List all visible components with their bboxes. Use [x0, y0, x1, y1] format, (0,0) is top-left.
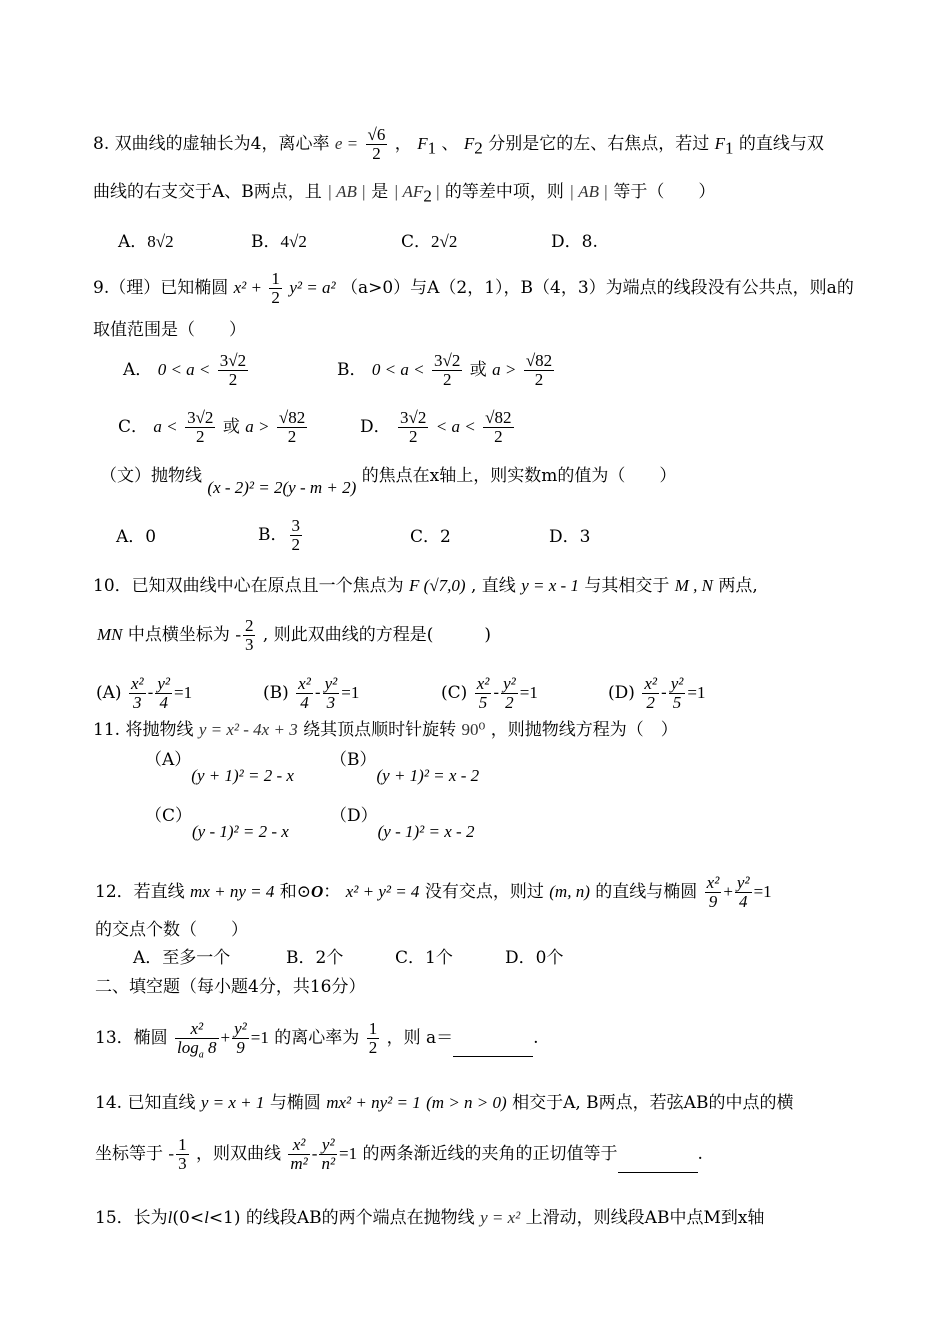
- option-label: A．: [116, 527, 146, 547]
- fraction-numerator: x²: [706, 873, 720, 892]
- q8-option-c: [401, 230, 457, 254]
- fraction: [367, 1020, 380, 1057]
- q14-text: 14. 已知直线: [95, 1093, 196, 1113]
- fraction-numerator: 1: [368, 1019, 378, 1038]
- option-label: B．: [286, 948, 316, 968]
- plus-sign: +: [723, 882, 733, 901]
- option-value: (y - 1)² = x - 2: [377, 822, 475, 841]
- fraction: [129, 675, 146, 712]
- q9-text: 9.（理）已知椭圆: [93, 278, 229, 298]
- fraction: [524, 352, 554, 389]
- q12-option-a: [133, 948, 230, 968]
- fraction-denominator: 2: [372, 144, 381, 163]
- q12-line1: [95, 874, 772, 911]
- q12-text: 12．若直线: [95, 882, 185, 902]
- fraction: [155, 675, 172, 712]
- inequality: < a <: [435, 417, 476, 436]
- option-value: 至多一个: [162, 948, 231, 968]
- q8-text: 曲线的右支交于A、B两点，且: [93, 182, 322, 202]
- q10-text: 与其相交于: [584, 576, 670, 596]
- q13-text: ，则 a＝: [386, 1028, 454, 1048]
- option-value: 8√2: [147, 232, 174, 251]
- q8-text: 分别是它的左、右焦点，若过: [488, 134, 710, 154]
- fraction-denominator: 2: [408, 427, 418, 446]
- parabola-equation: y = x²: [480, 1208, 521, 1227]
- q9-option-a: [123, 351, 250, 389]
- colon: ：: [323, 882, 341, 902]
- fraction: [432, 352, 462, 389]
- fraction-numerator: √6: [367, 125, 386, 144]
- fraction: [277, 409, 307, 446]
- line-equation: y = x + 1: [200, 1093, 265, 1112]
- q14-text: 坐标等于: [95, 1144, 163, 1164]
- q10-text: , 则此双曲线的方程是( ): [262, 625, 491, 645]
- fraction-denominator: 2: [271, 288, 280, 307]
- subscript: 1: [725, 138, 734, 158]
- abs-af2: | AF: [393, 182, 424, 201]
- inequality: 0 < a <: [157, 360, 211, 379]
- equals-one: =1: [250, 1028, 269, 1047]
- fraction-denominator: 3: [133, 693, 142, 712]
- subscript: 2: [423, 186, 432, 206]
- option-label: （C）: [145, 806, 193, 826]
- fraction-denominator: 2: [534, 370, 544, 389]
- fraction-denominator: 3: [326, 693, 336, 712]
- q10-text: 10．已知双曲线中心在原点且一个焦点为: [93, 576, 404, 596]
- q9-options-ab: [123, 351, 553, 389]
- fraction-numerator: y²: [319, 1136, 337, 1155]
- fraction-numerator: 3: [291, 516, 300, 535]
- q9-line1: [93, 270, 854, 307]
- q12-option-d: [505, 946, 563, 970]
- fraction-numerator: 3√2: [400, 408, 427, 427]
- q10-option-a: (A) $\frac{\text{x²}}{3}$ - $\frac{\text{y²}}{4}$ =1: [96, 674, 193, 712]
- q9-option-b: [337, 352, 556, 389]
- option-value: (y + 1)² = x - 2: [376, 766, 480, 785]
- option-label: D．: [551, 232, 582, 252]
- minus-sign: -: [168, 1144, 175, 1163]
- q14-line1: [95, 1091, 793, 1115]
- q14-text: 相交于A, B两点，若弦AB的中点的横: [512, 1093, 794, 1113]
- q13-line: [95, 1019, 539, 1061]
- fraction-denominator: n²: [321, 1154, 336, 1173]
- q11-option-d: [330, 804, 475, 841]
- option-value: 3: [579, 527, 591, 547]
- fraction: [669, 675, 686, 712]
- q11-line1: [93, 718, 678, 742]
- q11-option-c: [145, 806, 289, 841]
- circle-equation: x² + y² = 4: [345, 882, 420, 901]
- fraction-numerator: 1: [178, 1135, 187, 1154]
- fraction-denominator: [175, 1038, 218, 1061]
- q14-text: 的两条渐近线的夹角的正切值等于: [362, 1144, 618, 1164]
- option-value: 0个: [535, 948, 564, 968]
- option-value: 1个: [425, 948, 453, 968]
- q11-option-b: [330, 748, 480, 785]
- fraction-denominator: 2: [505, 693, 514, 712]
- angle-90: 90⁰: [461, 720, 486, 739]
- answer-blank[interactable]: [618, 1156, 698, 1173]
- q8-options: [118, 230, 598, 254]
- fraction-numerator: 3√2: [219, 351, 247, 370]
- q9-wen-option-b: [258, 517, 304, 554]
- q13-text: 的离心率为: [274, 1028, 360, 1048]
- fraction: [290, 517, 303, 554]
- log-base: a: [198, 1049, 204, 1061]
- fraction-numerator: x²: [644, 674, 657, 693]
- fraction: [475, 675, 492, 712]
- fraction-denominator: 2: [494, 427, 503, 446]
- fraction-numerator: x²: [298, 674, 311, 693]
- q10-option-b: (B) $\frac{\text{x²}}{4}$ - $\frac{\text{y²}}{3}$ =1: [263, 674, 360, 712]
- period: .: [533, 1028, 539, 1048]
- q15-text: <1) 的线段AB的两个端点在抛物线: [208, 1208, 475, 1228]
- fraction-numerator: y²: [503, 674, 516, 693]
- q9-wen-option-d: [549, 525, 590, 549]
- fraction-numerator: y²: [157, 674, 171, 693]
- q11-options-ab: [145, 748, 480, 785]
- fraction-denominator: 2: [291, 535, 300, 554]
- subscript: 1: [427, 138, 437, 158]
- q12-text: 和⊙: [279, 882, 312, 902]
- length-l: l: [204, 1208, 209, 1227]
- fraction: [296, 675, 313, 712]
- option-label: C．: [410, 527, 441, 547]
- f2-symbol: F: [463, 134, 475, 153]
- q8-option-d: [551, 230, 598, 254]
- q15-text: 上滑动，则线段AB中点M到x轴: [525, 1208, 765, 1228]
- fraction-denominator: 9: [708, 892, 718, 911]
- plus-sign: +: [220, 1028, 231, 1047]
- fraction-numerator: 3√2: [434, 351, 461, 370]
- q10-line2: [97, 617, 491, 654]
- fraction-denominator: 4: [300, 693, 309, 712]
- fraction-numerator: y²: [234, 1019, 247, 1038]
- option-label: (A): [96, 683, 122, 703]
- q9-wen-options: [116, 516, 591, 554]
- option-label: A．: [118, 232, 148, 252]
- ellipse-term: y² = a²: [289, 278, 336, 297]
- fraction-numerator: y²: [670, 674, 684, 693]
- fraction: [243, 617, 256, 654]
- log-text: log: [177, 1038, 199, 1057]
- fraction-numerator: √82: [278, 408, 306, 427]
- fraction-numerator: 2: [244, 616, 254, 635]
- option-label: A．: [133, 948, 163, 968]
- q10-options: [96, 674, 706, 712]
- fraction-denominator: 2: [442, 370, 452, 389]
- q9-line2: 取值范围是（ ）: [93, 320, 246, 340]
- option-value: 8.: [581, 232, 598, 252]
- half-fraction: [269, 270, 282, 307]
- q8-eccentricity-fraction: [366, 126, 388, 163]
- option-label: D．: [360, 417, 391, 437]
- q9-wen-option-c: [410, 525, 451, 549]
- option-label: C．: [395, 948, 426, 968]
- option-label: （A）: [145, 750, 192, 770]
- ellipse-term: x² +: [233, 278, 263, 297]
- fraction-denominator: 5: [478, 693, 488, 712]
- option-value: 2: [440, 527, 451, 547]
- parabola-equation: y = x² - 4x + 3: [198, 720, 298, 739]
- q9-option-d: [360, 409, 516, 446]
- option-value: (y - 1)² = 2 - x: [192, 822, 289, 841]
- inequality: a <: [153, 417, 178, 436]
- fraction-denominator: 2: [287, 427, 297, 446]
- q8-text: 的直线与双: [738, 134, 824, 154]
- q8-text: 的等差中项，则: [444, 182, 564, 202]
- q10-text: 两点,: [718, 576, 758, 596]
- separator: 、: [441, 134, 459, 154]
- fraction-denominator: 2: [368, 1038, 378, 1057]
- segment-mn: MN: [97, 625, 123, 644]
- option-label: B．: [337, 360, 367, 380]
- f1-symbol: F: [417, 134, 428, 153]
- fraction-denominator: 9: [236, 1038, 245, 1057]
- q8-text: 是: [371, 182, 389, 202]
- line-equation: y = x - 1: [521, 576, 579, 595]
- fraction-denominator: 2: [195, 427, 205, 446]
- fraction-numerator: x²: [175, 1020, 218, 1039]
- line-equation: mx + ny = 4: [190, 882, 275, 901]
- abs-bar: |: [431, 182, 440, 201]
- fraction: [483, 409, 513, 446]
- q12-text: 没有交点，则过: [424, 882, 544, 902]
- fraction: [642, 675, 659, 712]
- points-mn: M , N: [674, 576, 714, 595]
- inequality: 0 < a <: [371, 360, 425, 379]
- comma: ，: [394, 134, 412, 154]
- f1-symbol: F: [714, 134, 725, 153]
- answer-blank[interactable]: [453, 1040, 533, 1057]
- q11-text: 绕其顶点顺时针旋转: [303, 720, 457, 740]
- fraction-numerator: x²: [130, 674, 144, 693]
- option-label: D．: [549, 527, 580, 547]
- q15-line1: [95, 1206, 764, 1230]
- q8-e-eq: e =: [334, 134, 359, 153]
- fraction-denominator: 3: [178, 1154, 187, 1173]
- option-value: 4√2: [280, 232, 307, 251]
- q8-line1: [93, 126, 824, 163]
- q12-option-c: [395, 946, 453, 970]
- q14-line2: [95, 1136, 703, 1173]
- equals-one: =1: [174, 683, 193, 702]
- q15-text: 15．长为: [95, 1208, 168, 1228]
- fraction-numerator: 1: [271, 269, 280, 288]
- point-mn: (m, n): [549, 882, 590, 901]
- option-label: （D）: [330, 806, 378, 826]
- period: .: [697, 1144, 703, 1164]
- fraction: [735, 874, 752, 911]
- fraction: [185, 409, 215, 446]
- option-value: 2√2: [431, 232, 458, 251]
- equals-one: =1: [519, 683, 538, 702]
- q12-option-b: [286, 946, 343, 970]
- q11-text: 11. 将抛物线: [93, 720, 194, 740]
- option-label: B．: [251, 232, 281, 252]
- q9-text: （a>0）与A（2，1），B（4，3）为端点的线段没有公共点，则a的: [340, 278, 854, 298]
- option-label: A．: [123, 360, 153, 380]
- option-value: 2个: [315, 948, 344, 968]
- q10-line1: [93, 574, 758, 598]
- q10-option-c: (C) $\frac{\text{x²}}{5}$ - $\frac{\text{y²}}{2}$ =1: [441, 674, 538, 712]
- q8-option-b: [251, 230, 307, 254]
- inequality: a >: [245, 417, 270, 436]
- fraction-numerator: √82: [525, 351, 553, 370]
- fraction: [398, 409, 428, 446]
- fraction: [319, 1136, 337, 1173]
- minus-sign: -: [311, 1144, 318, 1163]
- fraction: [288, 1136, 309, 1173]
- section-heading: 二、填空题（每小题4分，共16分）: [95, 977, 366, 997]
- q14-text: 与椭圆: [269, 1093, 321, 1113]
- option-label: D．: [505, 948, 536, 968]
- q9-wen-text: 的焦点在x轴上，则实数m的值为（ ）: [361, 466, 677, 486]
- q13-text: 13．椭圆: [95, 1028, 168, 1048]
- q8-option-a: [118, 232, 174, 252]
- circle-o: O: [311, 882, 324, 901]
- fraction: [323, 675, 340, 712]
- q9-wen-text: （文）抛物线: [100, 466, 202, 486]
- option-label: (B): [263, 683, 289, 703]
- q11-option-a: [145, 750, 294, 785]
- or-text: 或: [222, 417, 240, 437]
- q10-text: 中点横坐标为: [127, 625, 230, 645]
- condition: (m > n > 0): [426, 1093, 507, 1112]
- q9-wen-option-a: [116, 527, 156, 547]
- fraction-numerator: x²: [476, 674, 490, 693]
- q8-text: 等于（ ）: [613, 182, 716, 202]
- q8-text: 8. 双曲线的虚轴长为4，离心率: [93, 134, 330, 154]
- q10-option-d: (D) $\frac{\text{x²}}{2}$ - $\frac{\text{y²}}{5}$ =1: [608, 674, 706, 712]
- or-text: 或: [469, 360, 487, 380]
- option-label: (C): [441, 683, 468, 703]
- fraction-numerator: y²: [324, 674, 338, 693]
- equals-one: =1: [687, 683, 706, 702]
- fraction-denominator: 5: [672, 693, 682, 712]
- fraction: [501, 675, 518, 712]
- fraction-numerator: 3√2: [187, 408, 214, 427]
- log-arg: 8: [203, 1038, 217, 1057]
- abs-ab: | AB |: [327, 182, 366, 201]
- equals-one: =1: [753, 882, 772, 901]
- focus-point: F (√7,0): [409, 576, 466, 595]
- fraction-denominator: 4: [739, 892, 748, 911]
- fraction-numerator: y²: [736, 873, 750, 892]
- fraction-denominator: 2: [228, 370, 238, 389]
- abs-ab: | AB |: [569, 182, 608, 201]
- option-value: (y + 1)² = 2 - x: [191, 766, 294, 785]
- inequality: a >: [492, 360, 517, 379]
- subscript: 2: [474, 138, 483, 158]
- q10-text: , 直线: [471, 576, 516, 596]
- fraction-denominator: 2: [646, 693, 655, 712]
- q9-options-cd: [118, 408, 512, 446]
- fraction: [705, 874, 722, 911]
- fraction: [175, 1019, 218, 1061]
- q11-options-cd: [145, 804, 475, 841]
- option-label: C．: [118, 417, 149, 437]
- option-label: B．: [258, 525, 288, 545]
- q9-wen-line: [100, 464, 677, 497]
- q12-options: [133, 946, 564, 970]
- q12-text: 的直线与椭圆: [595, 882, 698, 902]
- equals-one: =1: [341, 683, 360, 702]
- fraction: [218, 352, 248, 389]
- option-label: C．: [401, 232, 432, 252]
- fraction: [232, 1020, 249, 1057]
- fraction-denominator: m²: [290, 1154, 308, 1173]
- q15-text: (0<: [172, 1208, 205, 1228]
- length-l: l: [167, 1208, 173, 1227]
- fraction-numerator: x²: [288, 1136, 309, 1155]
- option-value: 0: [145, 527, 157, 547]
- option-label: （B）: [330, 750, 377, 770]
- minus-sign: -: [235, 625, 241, 644]
- ellipse-equation: mx² + ny² = 1: [326, 1093, 421, 1112]
- fraction-denominator: 3: [244, 635, 254, 654]
- q14-text: ，则双曲线: [195, 1144, 281, 1164]
- q8-line2: [93, 180, 715, 204]
- q9-option-c: [118, 408, 309, 446]
- fraction-denominator: 4: [159, 693, 168, 712]
- option-label: (D): [608, 683, 635, 703]
- parabola-equation: (x - 2)² = 2(y - m + 2): [207, 478, 357, 497]
- fraction-numerator: √82: [485, 408, 512, 427]
- q12-line2: 的交点个数（ ）: [95, 920, 248, 940]
- fraction: [176, 1136, 189, 1173]
- equals-one: =1: [339, 1144, 358, 1163]
- q11-text: ，则抛物线方程为（ ）: [490, 720, 678, 740]
